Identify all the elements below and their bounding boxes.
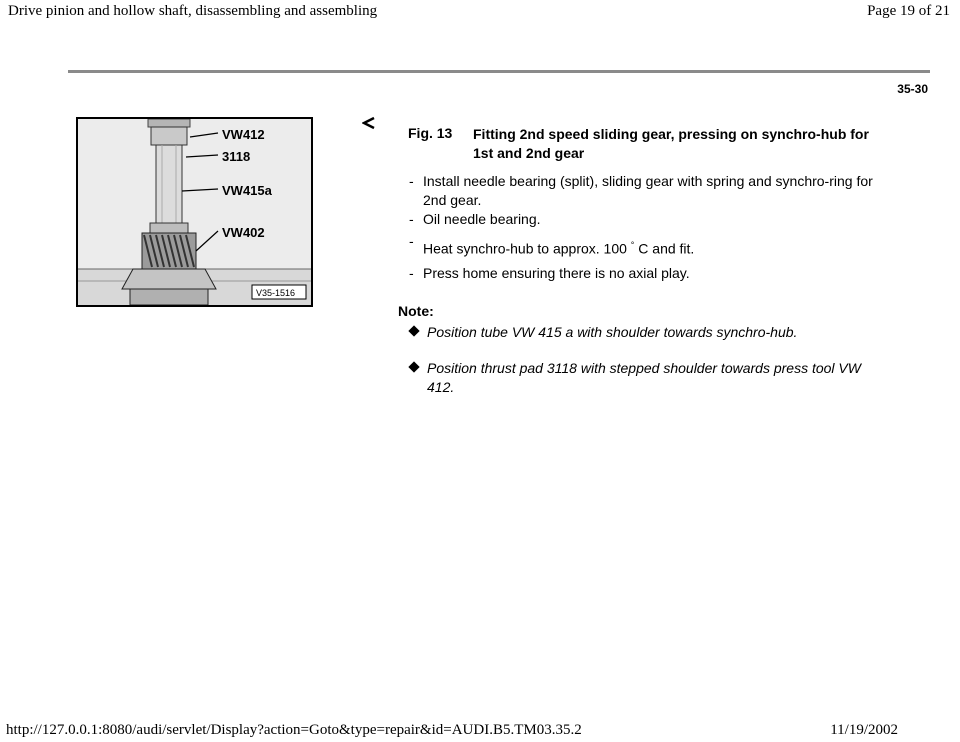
figure-illustration xyxy=(78,119,311,305)
step-text: Press home ensuring there is no axial play. xyxy=(423,265,690,281)
diamond-bullet-icon xyxy=(408,361,419,372)
header-rule xyxy=(68,70,930,73)
step-dash: - xyxy=(409,173,414,189)
section-page-number: 35-30 xyxy=(897,82,928,96)
figure-label-vw402: VW402 xyxy=(222,225,265,240)
page-indicator: Page 19 of 21 xyxy=(867,3,950,19)
note-bullet-text: Position thrust pad 3118 with stepped shoulder towards press tool VW 412. xyxy=(427,360,861,395)
document-title: Drive pinion and hollow shaft, disassembling and assembling xyxy=(8,3,378,19)
figure-label-vw412: VW412 xyxy=(222,127,265,142)
figure-ref-number: V35-1516 xyxy=(256,288,296,298)
step-dash: - xyxy=(409,211,414,227)
figure-caption: Fitting 2nd speed sliding gear, pressing on synchro-hub for 1st and 2nd gear xyxy=(473,126,869,161)
step-dash: - xyxy=(409,265,414,281)
degree-symbol: ° xyxy=(630,240,635,250)
footer-url: http://127.0.0.1:8080/audi/servlet/Display?action=Goto&type=repair&id=AUDI.B5.TM03.35.2 xyxy=(6,722,582,738)
figure-label-vw415a: VW415a xyxy=(222,183,272,198)
step-dash: - xyxy=(409,233,414,249)
step-text: Oil needle bearing. xyxy=(423,211,541,227)
figure-image xyxy=(76,117,313,307)
diamond-bullet-icon xyxy=(408,325,419,336)
back-arrow-icon[interactable] xyxy=(362,116,376,130)
figure-number: Fig. 13 xyxy=(408,125,453,141)
figure-label-3118: 3118 xyxy=(222,149,251,164)
note-bullet-text: Position tube VW 415 a with shoulder towards synchro-hub. xyxy=(427,324,798,340)
step-text: Heat synchro-hub to approx. 100 ° C and fit. xyxy=(423,240,695,257)
footer-date: 11/19/2002 xyxy=(830,722,898,738)
step-text: Install needle bearing (split), sliding gear with spring and synchro-ring for 2nd gear. xyxy=(423,173,873,208)
note-label: Note: xyxy=(398,303,434,319)
